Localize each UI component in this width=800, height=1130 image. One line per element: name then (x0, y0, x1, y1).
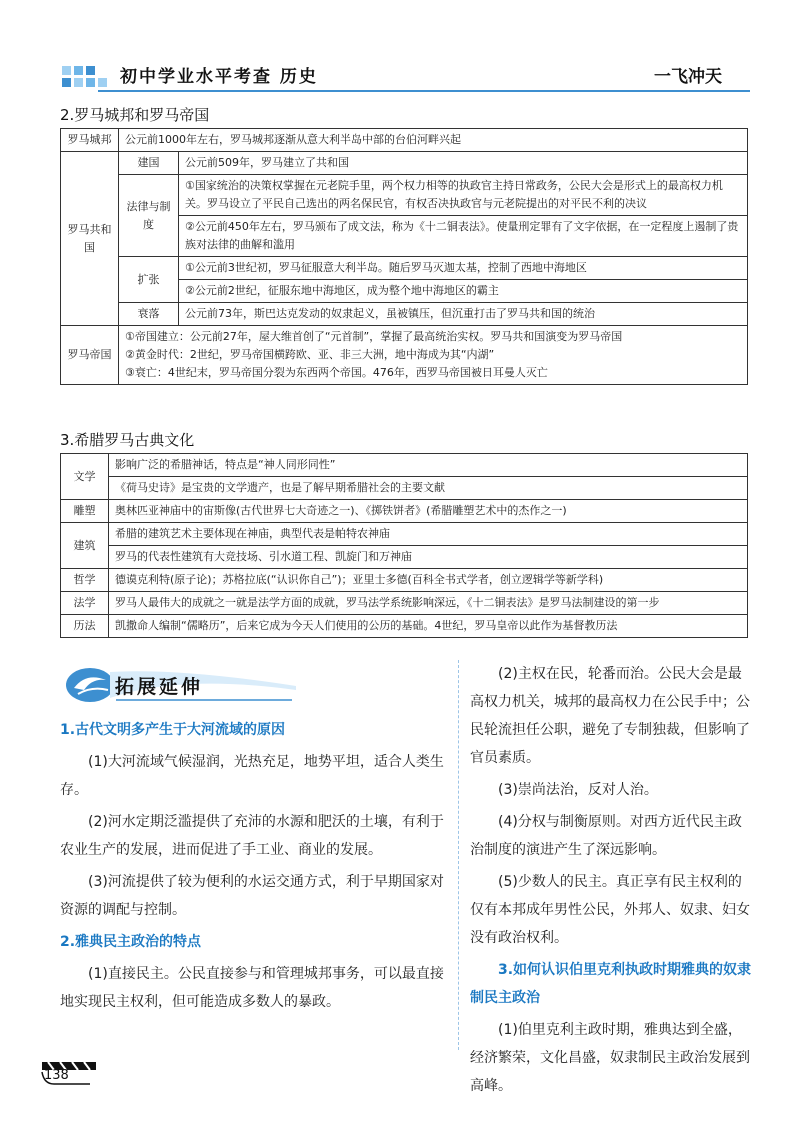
decor-square (98, 78, 107, 87)
row-label: 历法 (61, 615, 109, 638)
paragraph: (1)伯里克利主政时期，雅典达到全盛，经济繁荣，文化昌盛，奴隶制民主政治发展到高峰。 (470, 1022, 750, 1094)
table-row (61, 257, 748, 280)
right-column (470, 660, 754, 1104)
paragraph: (5)少数人的民主。真正享有民主权利的仅有本邦成年男性公民，外邦人、奴隶、妇女没有政治权利。 (470, 874, 750, 946)
row-text: 奥林匹亚神庙中的宙斯像(古代世界七大奇迹之一)、《掷铁饼者》(希腊雕塑艺术中的杰作之一) (109, 500, 748, 523)
row-label: 哲学 (61, 569, 109, 592)
table-row (61, 175, 748, 216)
rome-table (60, 128, 748, 385)
left-column (60, 712, 448, 1020)
culture-table (60, 453, 748, 638)
empire-line: ②黄金时代：2世纪，罗马帝国横跨欧、亚、非三大洲，地中海成为其“内湖” (125, 348, 495, 361)
table-row (61, 569, 748, 592)
row-text: 德谟克利特(原子论)；苏格拉底(“认识你自己”)；亚里士多德(百科全书式学者，创立逻辑学等新学科) (109, 569, 748, 592)
paragraph: (4)分权与制衡原则。对西方近代民主政治制度的演进产生了深远影响。 (470, 814, 742, 858)
row-text: 公元前509年，罗马建立了共和国 (179, 152, 748, 175)
paragraph: (1)直接民主。公民直接参与和管理城邦事务，可以最直接地实现民主权利，但可能造成多数人的暴政。 (60, 966, 444, 1010)
paragraph: (2)主权在民，轮番而治。公民大会是最高权力机关，城邦的最高权力在公民手中；公民轮流担任公职，避免了专制独裁，但影响了官员素质。 (470, 666, 750, 766)
decor-square (86, 66, 95, 75)
row-text: 凯撒命人编制“儒略历”，后来它成为今天人们使用的公历的基础。4世纪，罗马皇帝以此作为基督教历法 (109, 615, 748, 638)
paragraph: (2)河水定期泛滥提供了充沛的水源和肥沃的土壤，有利于农业生产的发展，进而促进了手工业、商业的发展。 (60, 814, 444, 858)
table-row (61, 326, 748, 385)
row-text: 公元前1000年左右，罗马城邦逐渐从意大利半岛中部的台伯河畔兴起 (119, 129, 748, 152)
row-label: 文学 (61, 454, 109, 500)
row-text: ①国家统治的决策权掌握在元老院手里，两个权力相等的执政官主持日常政务，公民大会是形式上的最高权力机关。罗马设立了平民自己选出的两名保民官，有权否决执政官与元老院提出的对平民不利的决议 (179, 175, 748, 216)
subheading: 2.雅典民主政治的特点 (60, 934, 202, 950)
decor-square (62, 78, 71, 87)
section-title: 3.希腊罗马古典文化 (60, 431, 195, 449)
row-sublabel: 法律与制度 (119, 175, 179, 257)
subheading: 1.古代文明多产生于大河流域的原因 (60, 722, 286, 738)
decor-square (74, 66, 83, 75)
empire-line: ③衰亡：4世纪末，罗马帝国分裂为东西两个帝国。476年，西罗马帝国被日耳曼人灭亡 (125, 366, 548, 379)
paragraph: (1)大河流域气候湿润，光热充足，地势平坦，适合人类生存。 (60, 754, 444, 798)
table-row (61, 546, 748, 569)
table-row (61, 152, 748, 175)
row-label: 法学 (61, 592, 109, 615)
empire-line: ①帝国建立：公元前27年，屋大维首创了“元首制”，掌握了最高统治实权。罗马共和国演变为罗马帝国 (125, 330, 623, 343)
header-divider (98, 90, 750, 92)
row-label: 罗马帝国 (61, 326, 119, 385)
row-text: 罗马的代表性建筑有大竞技场、引水道工程、凯旋门和万神庙 (109, 546, 748, 569)
header-brand: 一飞冲天 (654, 67, 722, 87)
table-row (61, 303, 748, 326)
row-text: ①公元前3世纪初，罗马征服意大利半岛。随后罗马灭迦太基，控制了西地中海地区 (179, 257, 748, 280)
table-row (61, 129, 748, 152)
table-row (61, 615, 748, 638)
row-text: ②公元前2世纪，征服东地中海地区，成为整个地中海地区的霸主 (179, 280, 748, 303)
row-sublabel: 建国 (119, 152, 179, 175)
table-row (61, 592, 748, 615)
page-header (0, 0, 800, 110)
table-row (61, 454, 748, 477)
row-label: 雕塑 (61, 500, 109, 523)
paragraph: (3)崇尚法治，反对人治。 (498, 782, 658, 798)
row-text: 希腊的建筑艺术主要体现在神庙，典型代表是帕特农神庙 (109, 523, 748, 546)
table-row (61, 500, 748, 523)
paragraph: (3)河流提供了较为便利的水运交通方式，利于早期国家对资源的调配与控制。 (60, 874, 444, 918)
row-text: 罗马人最伟大的成就之一就是法学方面的成就，罗马法学系统影响深远，《十二铜表法》是罗马法制建设的第一步 (109, 592, 748, 615)
row-text: 公元前73年，斯巴达克发动的奴隶起义，虽被镇压，但沉重打击了罗马共和国的统治 (179, 303, 748, 326)
header-title: 初中学业水平考查 历史 (120, 67, 318, 87)
decor-square (74, 78, 83, 87)
row-label: 罗马共和国 (61, 152, 119, 326)
table-row (61, 523, 748, 546)
row-text (119, 326, 748, 385)
row-label: 建筑 (61, 523, 109, 569)
row-sublabel: 衰落 (119, 303, 179, 326)
table-row (61, 477, 748, 500)
extension-title: 拓展延伸 (115, 676, 204, 698)
decor-square (86, 78, 95, 87)
row-text: 影响广泛的希腊神话，特点是“神人同形同性” (109, 454, 748, 477)
page-number: 138 (44, 1068, 69, 1083)
column-divider (458, 660, 459, 1050)
row-text: 《荷马史诗》是宝贵的文学遗产，也是了解早期希腊社会的主要文献 (109, 477, 748, 500)
subheading: 3.如何认识伯里克利执政时期雅典的奴隶制民主政治 (470, 962, 752, 1006)
row-label: 罗马城邦 (61, 129, 119, 152)
row-text: ②公元前450年左右，罗马颁布了成文法，称为《十二铜表法》。使量刑定罪有了文字依据，在一定程度上遏制了贵族对法律的曲解和滥用 (179, 216, 748, 257)
decor-square (62, 66, 71, 75)
row-sublabel: 扩张 (119, 257, 179, 303)
section-title: 2.罗马城邦和罗马帝国 (60, 106, 210, 124)
